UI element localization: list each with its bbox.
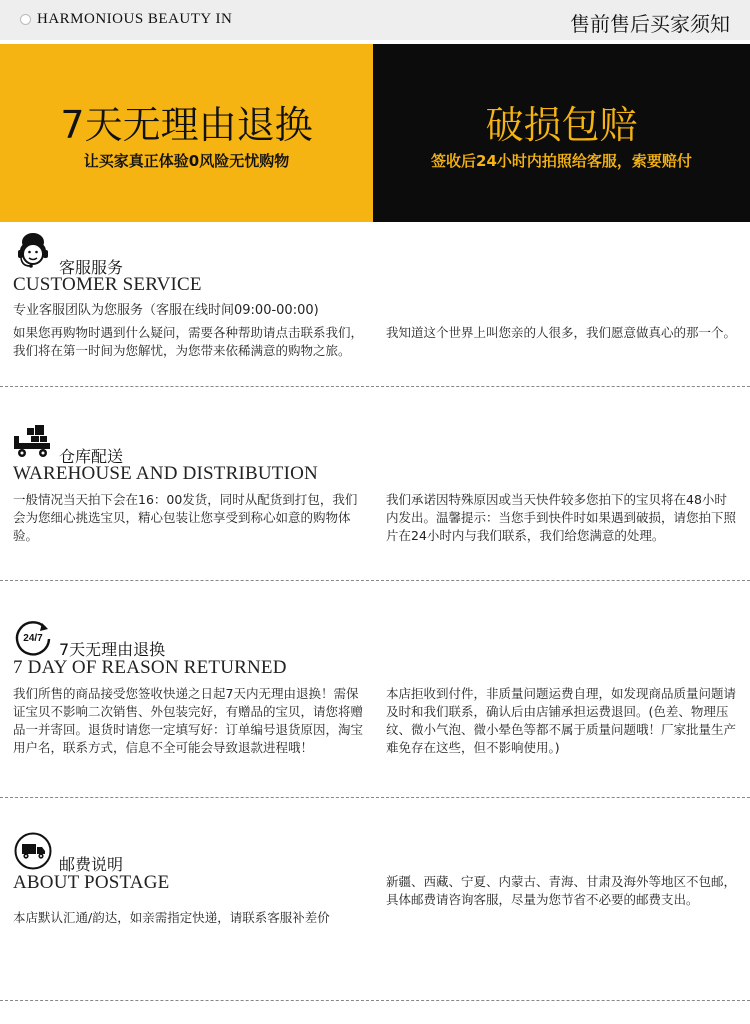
- delivery-truck-icon: [13, 831, 53, 871]
- return-title-en: 7 DAY OF REASON RETURNED: [13, 657, 287, 678]
- postage-title-cn: 邮费说明: [59, 855, 124, 874]
- damage-compensation-subtitle: 签收后24小时内拍照给客服，索要赔付: [431, 152, 692, 170]
- postage-right-text: 新疆、西藏、宁夏、内蒙古、青海、甘肃及海外等地区不包邮，具体邮费请咨询客服，尽量为您节省不必要的邮费支出。: [386, 874, 737, 907]
- warehouse-right-text: 我们承诺因特殊原因或当天快件较多您拍下的宝贝将在48小时内发出。温馨提示：当您手到快件时如果遇到破损，请您拍下照片在24小时内与我们联系，我们给您满意的处理。: [386, 492, 737, 543]
- return-policy-title: 7天无理由退换: [60, 103, 313, 147]
- section-divider: [0, 580, 750, 581]
- section-divider: [0, 1000, 750, 1001]
- warehouse-title-en: WAREHOUSE AND DISTRIBUTION: [13, 463, 318, 484]
- return-policy-banner: [0, 44, 373, 222]
- section-divider: [0, 386, 750, 387]
- customer-service-right-text: 我知道这个世界上叫您亲的人很多，我们愿意做真心的那一个。: [386, 325, 737, 340]
- return-right-text: 本店拒收到付件，非质量问题运费自理，如发现商品质量问题请及时和我们联系，确认后由店铺承担运费退回。(色差、物理压纹、微小气泡、微小晕色等都不属于质量问题哦！厂家批量生产难免存在这些，但不影响使用。): [386, 686, 737, 755]
- top-header-bar: [0, 0, 750, 40]
- bullet-dot-icon: [20, 14, 31, 25]
- brand-name: HARMONIOUS BEAUTY IN: [37, 11, 233, 27]
- postage-title-en: ABOUT POSTAGE: [13, 872, 170, 893]
- damage-compensation-title: 破损包赔: [485, 103, 638, 147]
- return-title-cn: 7天无理由退换: [59, 640, 166, 659]
- warehouse-title-cn: 仓库配送: [59, 447, 124, 466]
- customer-service-title-cn: 客服服务: [59, 258, 124, 277]
- customer-service-hours: 专业客服团队为您服务（客服在线时间09:00-00:00): [13, 303, 319, 318]
- 24-7-icon: [13, 617, 53, 657]
- section-divider: [0, 797, 750, 798]
- customer-service-title-en: CUSTOMER SERVICE: [13, 274, 202, 295]
- warehouse-truck-icon: [13, 424, 53, 460]
- warehouse-left-text: 一般情况当天拍下会在16：00发货，同时从配货到打包，我们会为您细心挑选宝贝，精心包装让您享受到称心如意的购物体验。: [13, 492, 358, 543]
- header-notice-title: 售前售后买家须知: [570, 12, 730, 36]
- return-policy-subtitle: 让买家真正体验0风险无忧购物: [83, 152, 290, 170]
- damage-compensation-banner: [373, 44, 750, 222]
- customer-service-icon: [13, 231, 53, 271]
- customer-service-left-text: 如果您再购物时遇到什么疑问，需要各种帮助请点击联系我们，我们将在第一时间为您解忧，为您带来依稀满意的购物之旅。: [13, 325, 364, 358]
- postage-left-text: 本店默认汇通/韵达，如亲需指定快递，请联系客服补差价: [13, 910, 330, 925]
- 24-7-icon-text: 24/7: [23, 633, 43, 644]
- return-left-text: 我们所售的商品接受您签收快递之日起7天内无理由退换！需保证宝贝不影响二次销售、外包装完好，有赠品的宝贝，请您将赠品一并寄回。退货时请您一定填写好：订单编号退货原因，淘宝用户名，联系方式，信息不全可能会导致退款进程哦！: [13, 686, 364, 755]
